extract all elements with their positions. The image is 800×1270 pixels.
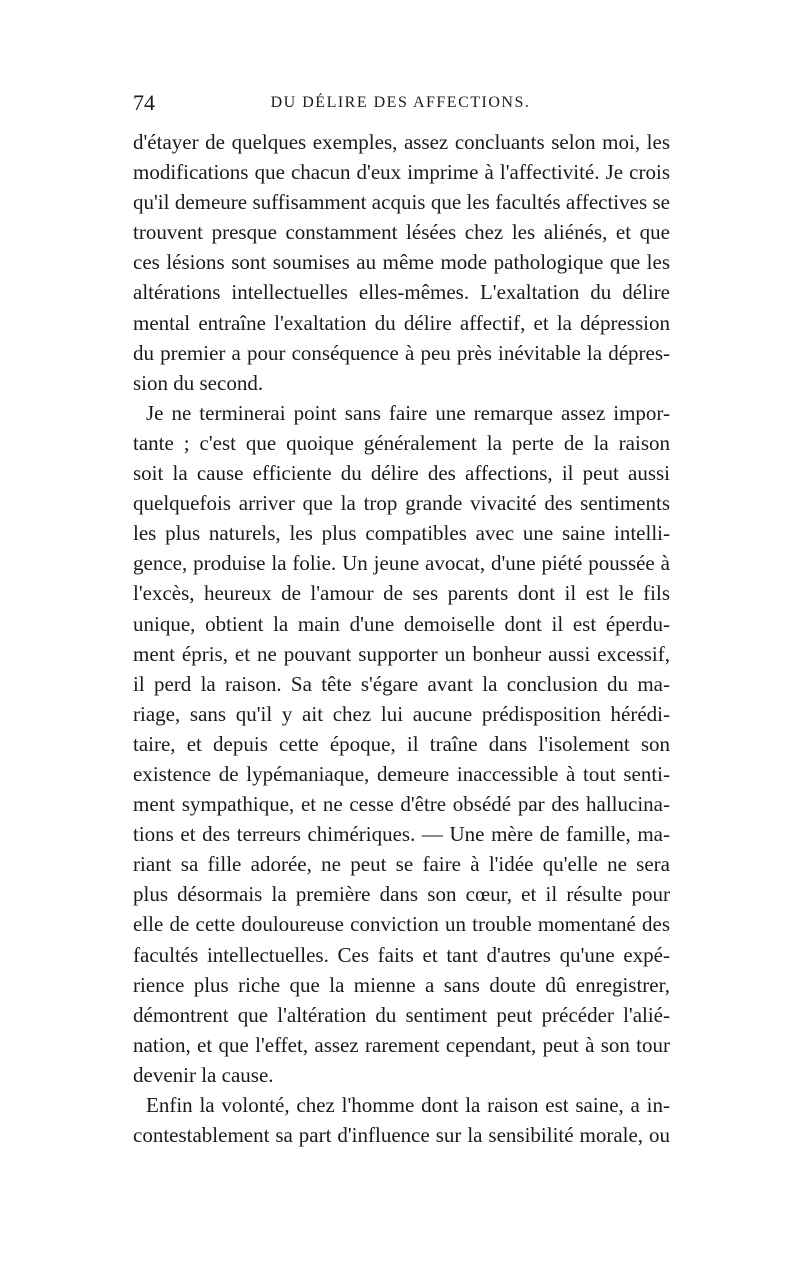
body-text [133,127,670,1150]
text-line: ment sympathique, et ne cesse d'être obsédé par des hallucina- [133,792,670,817]
text-line: ment épris, et ne pouvant supporter un bonheur aussi excessif, [133,641,670,666]
text-line: elle de cette douloureuse conviction un trouble momentané des [133,912,670,937]
page-number: 74 [133,90,155,115]
text-line: unique, obtient la main d'une demoiselle dont il est éperdu- [133,611,670,636]
running-head [133,90,668,120]
text-line: ces lésions sont soumises au même mode pathologique que les [133,250,670,275]
text-line: qu'il demeure suffisamment acquis que les facultés affectives se [133,190,670,215]
text-line: facultés intellectuelles. Ces faits et tant d'autres qu'une expé- [133,942,670,967]
text-line: trouvent presque constamment lésées chez les aliénés, et que [133,220,670,245]
text-line: tions et des terreurs chimériques. — Une mère de famille, ma- [133,822,670,847]
text-line: du premier a pour conséquence à peu près inévitable la dépres- [133,340,670,365]
text-line: existence de lypémaniaque, demeure inaccessible à tout senti- [133,761,670,786]
text-line: quelquefois arriver que la trop grande vivacité des sentiments [133,491,670,516]
text-line: l'excès, heureux de l'amour de ses parents dont il est le fils [133,581,670,606]
text-line: tante ; c'est que quoique généralement la perte de la raison [133,430,670,455]
text-line: contestablement sa part d'influence sur la sensibilité morale, ou [133,1123,670,1148]
text-line: les plus naturels, les plus compatibles avec une saine intelli- [133,521,670,546]
text-line: plus désormais la première dans son cœur, et il résulte pour [133,882,670,907]
text-line: modifications que chacun d'eux imprime à l'affectivité. Je crois [133,160,670,185]
text-line: nation, et que l'effet, assez rarement cependant, peut à son tour [133,1032,670,1057]
text-line: d'étayer de quelques exemples, assez concluants selon moi, les [133,130,670,154]
text-line: riage, sans qu'il y ait chez lui aucune prédisposition hérédi- [133,701,670,726]
text-line: Enfin la volonté, chez l'homme dont la raison est saine, a in- [146,1093,670,1117]
text-line: il perd la raison. Sa tête s'égare avant la conclusion du ma- [133,671,670,696]
text-line: Je ne terminerai point sans faire une remarque assez impor- [146,400,670,425]
text-line: devenir la cause. [133,1062,274,1087]
text-line: rience plus riche que la mienne a sans doute dû enregistrer, [133,972,670,997]
text-line: démontrent que l'altération du sentiment peut précéder l'alié- [133,1002,670,1027]
text-line: altérations intellectuelles elles-mêmes. L'exaltation du délire [133,280,670,305]
text-line: sion du second. [133,370,264,395]
running-title: DU DÉLIRE DES AFFECTIONS. [270,94,531,111]
text-line: soit la cause efficiente du délire des affections, il peut aussi [133,461,670,486]
text-line: riant sa fille adorée, ne peut se faire à l'idée qu'elle ne sera [133,852,670,877]
text-line: taire, et depuis cette époque, il traîne dans l'isolement son [133,731,670,756]
text-line: gence, produise la folie. Un jeune avocat, d'une piété poussée à [133,551,670,576]
text-line: mental entraîne l'exaltation du délire affectif, et la dépression [133,310,670,335]
